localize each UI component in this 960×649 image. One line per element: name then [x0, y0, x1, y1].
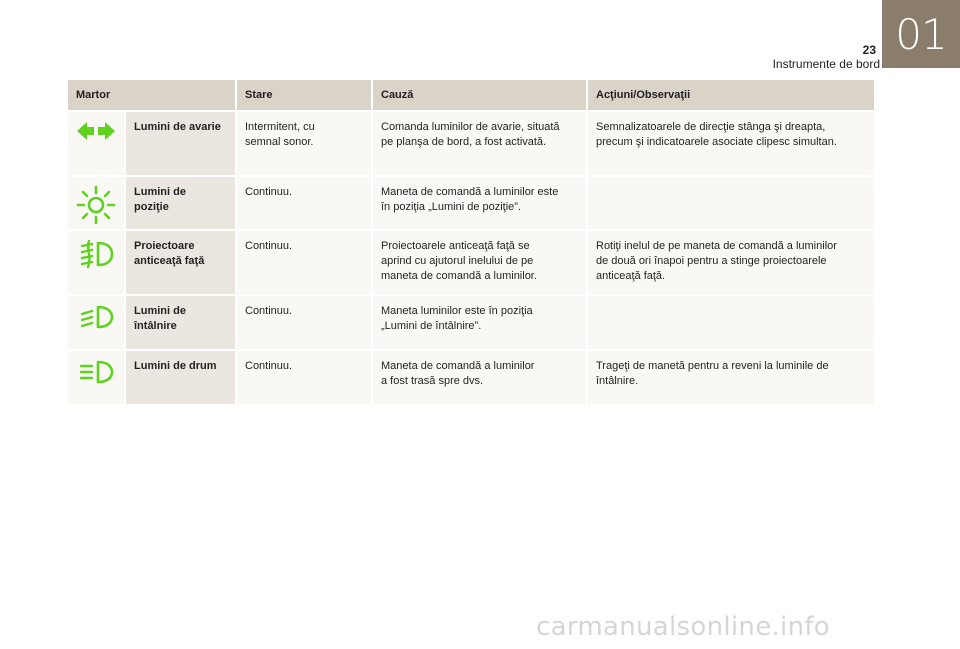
hazard-lights-icon [76, 120, 116, 142]
table-row [68, 351, 874, 406]
dipped-beam-icon [76, 304, 116, 330]
column-header-cauza: Cauză [373, 80, 588, 112]
main-beam-icon [76, 359, 116, 385]
warning-state: Intermitent, cu semnal sonor. [237, 112, 373, 177]
table-row [68, 112, 874, 177]
position-lights-icon [76, 185, 116, 225]
table-row [68, 177, 874, 231]
warning-cause: Proiectoarele anticeaţă faţă se aprind cu ajutorul inelului de pe maneta de comandă a luminilor. [373, 231, 588, 296]
column-header-stare: Stare [237, 80, 373, 112]
warning-action: Trageţi de manetă pentru a reveni la luminile de întâlnire. [588, 351, 874, 406]
icon-cell [68, 177, 126, 231]
warning-lights-table [68, 80, 874, 406]
warning-cause: Maneta de comandă a luminilor este în poziţia „Lumini de poziţie”. [373, 177, 588, 231]
icon-cell [68, 231, 126, 296]
warning-state: Continuu. [237, 351, 373, 406]
icon-cell [68, 112, 126, 177]
warning-name: Lumini de întâlnire [126, 296, 237, 351]
warning-action [588, 296, 874, 351]
warning-cause: Maneta de comandă a luminilor a fost trasă spre dvs. [373, 351, 588, 406]
warning-action [588, 177, 874, 231]
warning-name: Proiectoare anticeaţă faţă [126, 231, 237, 296]
section-title: Instrumente de bord [772, 57, 880, 71]
watermark: carmanualsonline.info [536, 612, 831, 642]
warning-name: Lumini de drum [126, 351, 237, 406]
front-fog-lights-icon [76, 239, 116, 269]
table-row [68, 231, 874, 296]
warning-state: Continuu. [237, 177, 373, 231]
chapter-number: 01 [895, 9, 947, 59]
chapter-tab [882, 0, 960, 68]
warning-cause: Maneta luminilor este în poziţia „Lumini de întâlnire”. [373, 296, 588, 351]
warning-state: Continuu. [237, 296, 373, 351]
icon-cell [68, 351, 126, 406]
table-row [68, 296, 874, 351]
column-header-actiuni: Acţiuni/Observaţii [588, 80, 874, 112]
column-header-martor: Martor [68, 80, 237, 112]
warning-name: Lumini de avarie [126, 112, 237, 177]
table-header-row [68, 80, 874, 112]
icon-cell [68, 296, 126, 351]
warning-name: Lumini de poziţie [126, 177, 237, 231]
warning-action: Semnalizatoarele de direcţie stânga şi dreapta, precum şi indicatoarele asociate clipesc simultan. [588, 112, 874, 177]
page-number: 23 [862, 43, 876, 57]
warning-cause: Comanda luminilor de avarie, situată pe planşa de bord, a fost activată. [373, 112, 588, 177]
warning-action: Rotiţi inelul de pe maneta de comandă a luminilor de două ori înapoi pentru a stinge proiectoarele anticeaţă faţă. [588, 231, 874, 296]
warning-state: Continuu. [237, 231, 373, 296]
